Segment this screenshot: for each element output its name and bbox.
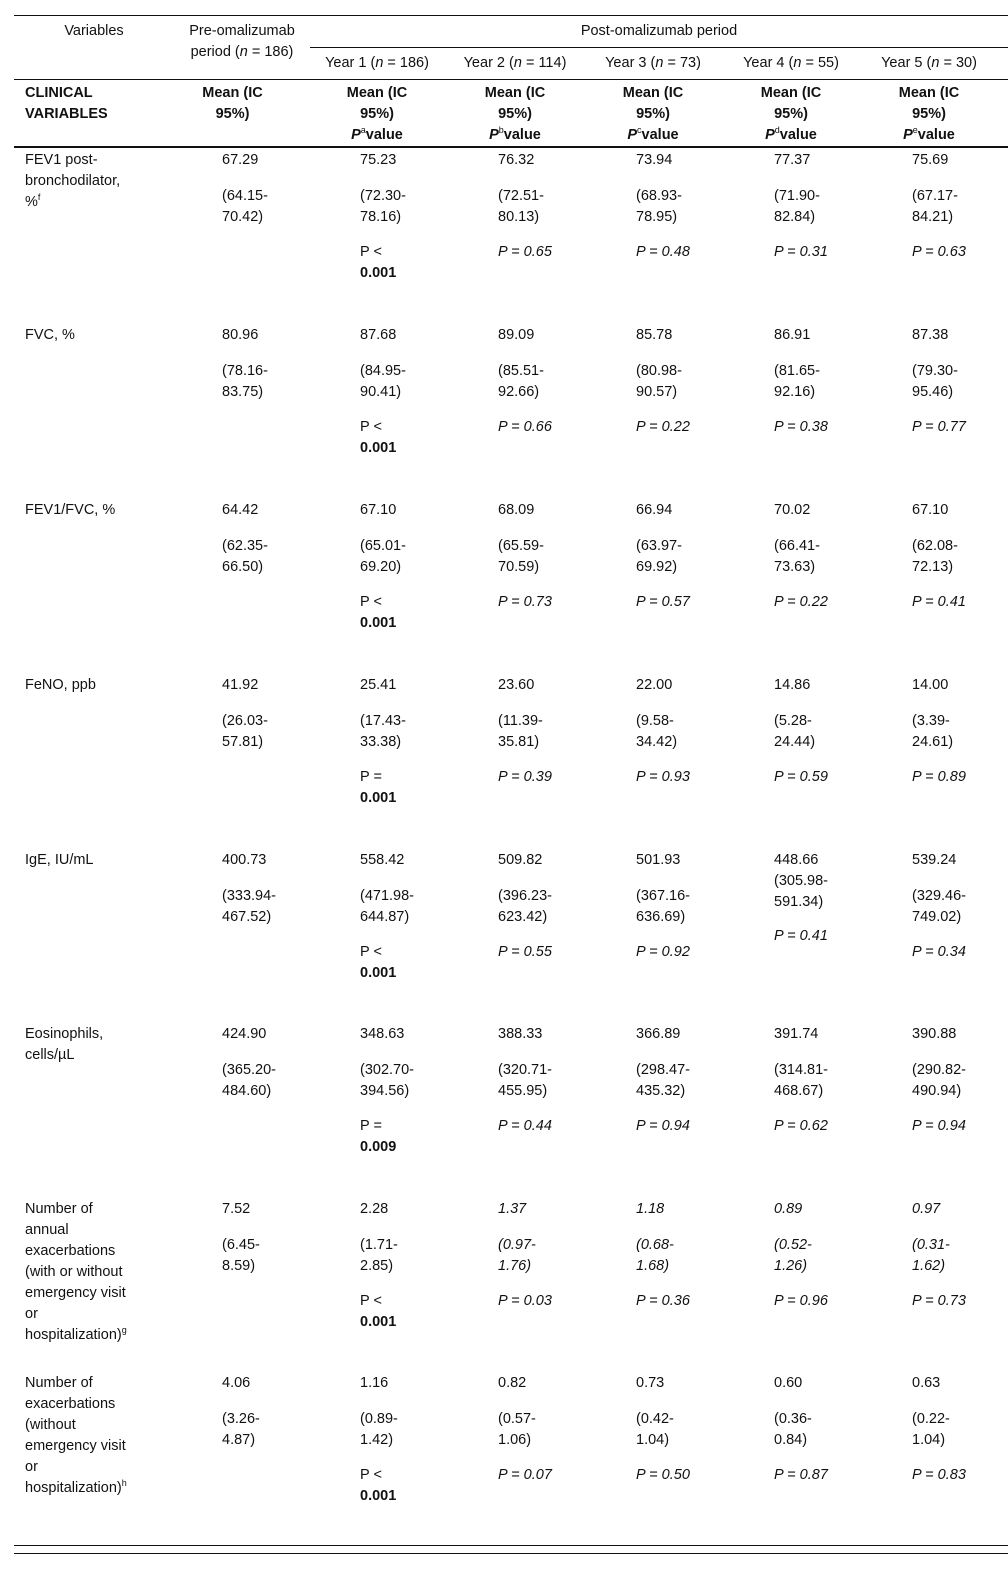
year1-p-value: P = 0.001 bbox=[360, 769, 397, 806]
pre-mean: 41.92 bbox=[222, 677, 259, 693]
year5-ci: (79.30- 95.46) bbox=[912, 363, 958, 400]
year3-ci: (63.97- 69.92) bbox=[636, 538, 682, 575]
year2-mean: 1.37 bbox=[498, 1201, 527, 1217]
post-period-underline bbox=[310, 47, 1008, 48]
clinical-variables-text: CLINICAL VARIABLES bbox=[25, 85, 108, 122]
year3-p-value: P = 0.94 bbox=[636, 1118, 690, 1134]
year2-p-value: P = 0.65 bbox=[498, 244, 552, 260]
year1-ci: (471.98- 644.87) bbox=[360, 888, 415, 925]
year1-ci: (65.01- 69.20) bbox=[360, 538, 406, 575]
year4-mean: 86.91 bbox=[774, 327, 811, 343]
row-label: FEV1 post- bronchodilator, %$^f$ bbox=[25, 152, 121, 210]
year5-mean: 390.88 bbox=[912, 1026, 957, 1042]
year2-ci: (396.23- 623.42) bbox=[498, 888, 553, 925]
year2-ci: (11.39- 35.81) bbox=[498, 713, 543, 750]
year2-ci: (85.51- 92.66) bbox=[498, 363, 544, 400]
year-header-5: Year 5 (n = 30) bbox=[881, 55, 977, 71]
year5-mean: 14.00 bbox=[912, 677, 949, 693]
year1-ci: (17.43- 33.38) bbox=[360, 713, 406, 750]
year1-p-value: P = 0.009 bbox=[360, 1118, 397, 1155]
pre-mean: 7.52 bbox=[222, 1201, 251, 1217]
pre-ci: (365.20- 484.60) bbox=[222, 1062, 277, 1099]
pre-ci: (62.35- 66.50) bbox=[222, 538, 268, 575]
year2-mean: 89.09 bbox=[498, 327, 535, 343]
pre-omalizumab-header bbox=[174, 21, 310, 63]
post-omalizumab-header bbox=[310, 21, 1008, 42]
year3-p-value: P = 0.22 bbox=[636, 419, 690, 435]
year1-p-value: P < 0.001 bbox=[360, 1467, 397, 1504]
pre-ci: (6.45- 8.59) bbox=[222, 1237, 260, 1274]
year1-ci: (84.95- 90.41) bbox=[360, 363, 406, 400]
mean-ic-pre-text: Mean (IC 95%) bbox=[202, 85, 263, 122]
year4-ci: (66.41- 73.63) bbox=[774, 538, 820, 575]
year4-mean: 0.89 bbox=[774, 1201, 803, 1217]
year5-ci: (62.08- 72.13) bbox=[912, 538, 958, 575]
year4-ci: (305.98- 591.34) bbox=[774, 873, 829, 910]
year1-mean: 2.28 bbox=[360, 1201, 389, 1217]
pre-mean: 400.73 bbox=[222, 852, 267, 868]
year5-ci: (290.82- 490.94) bbox=[912, 1062, 967, 1099]
year4-p-value: P = 0.87 bbox=[774, 1467, 828, 1483]
clinical-variables-header bbox=[25, 83, 155, 125]
year2-p-value: P = 0.07 bbox=[498, 1467, 552, 1483]
year3-ci: (298.47- 435.32) bbox=[636, 1062, 691, 1099]
pre-ci: (26.03- 57.81) bbox=[222, 713, 268, 750]
year3-p-value: P = 0.92 bbox=[636, 944, 690, 960]
top-rule bbox=[14, 15, 1008, 16]
year3-mean: 0.73 bbox=[636, 1375, 665, 1391]
year-header-2: Year 2 (n = 114) bbox=[463, 55, 567, 71]
year5-mean: 0.63 bbox=[912, 1375, 941, 1391]
year2-ci: (320.71- 455.95) bbox=[498, 1062, 553, 1099]
bottom-rule-2 bbox=[14, 1553, 1008, 1554]
pre-ci: (78.16- 83.75) bbox=[222, 363, 268, 400]
year2-mean: 0.82 bbox=[498, 1375, 527, 1391]
year4-p-value: P = 0.62 bbox=[774, 1118, 828, 1134]
variables-header bbox=[14, 21, 174, 42]
year2-mean: 23.60 bbox=[498, 677, 535, 693]
year5-ci: (0.22- 1.04) bbox=[912, 1411, 950, 1448]
year4-mean: 70.02 bbox=[774, 502, 811, 518]
year4-ci: (81.65- 92.16) bbox=[774, 363, 820, 400]
year4-p-value: P = 0.22 bbox=[774, 594, 828, 610]
year2-mean: 388.33 bbox=[498, 1026, 543, 1042]
year4-mean: 391.74 bbox=[774, 1026, 819, 1042]
mean-ic-header-year-5: Mean (IC 95%) $P^evalue$ bbox=[898, 85, 960, 143]
year3-ci: (367.16- 636.69) bbox=[636, 888, 691, 925]
year3-mean: 22.00 bbox=[636, 677, 673, 693]
year5-p-value: P = 0.41 bbox=[912, 594, 966, 610]
year2-p-value: P = 0.66 bbox=[498, 419, 552, 435]
row-label: Number of annual exacerbations (with or without emergency visit or hospitalization)$^g$ bbox=[25, 1201, 127, 1343]
year4-p-value: P = 0.31 bbox=[774, 244, 828, 260]
year1-p-value: P < 0.001 bbox=[360, 1293, 397, 1330]
year1-ci: (1.71- 2.85) bbox=[360, 1237, 398, 1274]
pre-header-line1: Pre-omalizumab bbox=[189, 23, 295, 39]
year5-p-value: P = 0.77 bbox=[912, 419, 966, 435]
year3-ci: (9.58- 34.42) bbox=[636, 713, 678, 750]
mean-ic-header-year-4: Mean (IC 95%) $P^dvalue$ bbox=[760, 85, 822, 143]
year3-p-value: P = 0.48 bbox=[636, 244, 690, 260]
row-label: FVC, % bbox=[25, 327, 75, 343]
pre-header-line2: period (n = 186) bbox=[190, 44, 294, 60]
year3-mean: 66.94 bbox=[636, 502, 673, 518]
year-row-underline bbox=[14, 79, 1008, 80]
pre-mean: 4.06 bbox=[222, 1375, 251, 1391]
year5-p-value: P = 0.63 bbox=[912, 244, 966, 260]
mean-ic-pre-header bbox=[190, 83, 275, 125]
year2-ci: (65.59- 70.59) bbox=[498, 538, 544, 575]
year-header-3: Year 3 (n = 73) bbox=[605, 55, 701, 71]
year-header-1: Year 1 (n = 186) bbox=[325, 55, 429, 71]
mean-ic-header-year-1: Mean (IC 95%) $P^avalue$ bbox=[346, 85, 408, 143]
post-header-text: Post-omalizumab period bbox=[580, 23, 738, 39]
year5-mean: 87.38 bbox=[912, 327, 949, 343]
pre-mean: 424.90 bbox=[222, 1026, 267, 1042]
year4-p-value: P = 0.38 bbox=[774, 419, 828, 435]
year2-ci: (0.57- 1.06) bbox=[498, 1411, 536, 1448]
year3-mean: 366.89 bbox=[636, 1026, 681, 1042]
year5-p-value: P = 0.73 bbox=[912, 1293, 966, 1309]
year5-mean: 0.97 bbox=[912, 1201, 941, 1217]
year3-ci: (80.98- 90.57) bbox=[636, 363, 682, 400]
year1-p-value: P < 0.001 bbox=[360, 244, 397, 281]
mean-ic-header-year-2: Mean (IC 95%) $P^bvalue$ bbox=[484, 85, 546, 143]
year5-mean: 539.24 bbox=[912, 852, 957, 868]
year3-ci: (68.93- 78.95) bbox=[636, 188, 682, 225]
year1-ci: (302.70- 394.56) bbox=[360, 1062, 415, 1099]
mean-ic-header-year-3: Mean (IC 95%) $P^cvalue$ bbox=[622, 85, 684, 143]
year2-p-value: P = 0.55 bbox=[498, 944, 552, 960]
bottom-rule-1 bbox=[14, 1545, 1008, 1546]
header-bottom-rule bbox=[14, 146, 1008, 148]
year1-ci: (0.89- 1.42) bbox=[360, 1411, 398, 1448]
year2-mean: 76.32 bbox=[498, 152, 535, 168]
year2-p-value: P = 0.44 bbox=[498, 1118, 552, 1134]
year1-mean: 67.10 bbox=[360, 502, 397, 518]
year4-p-value: P = 0.59 bbox=[774, 769, 828, 785]
year5-ci: (67.17- 84.21) bbox=[912, 188, 958, 225]
year1-mean: 75.23 bbox=[360, 152, 397, 168]
year3-mean: 501.93 bbox=[636, 852, 681, 868]
pre-ci: (3.26- 4.87) bbox=[222, 1411, 260, 1448]
year1-p-value: P < 0.001 bbox=[360, 419, 397, 456]
year5-ci: (0.31- 1.62) bbox=[912, 1237, 950, 1274]
year-header-4: Year 4 (n = 55) bbox=[743, 55, 839, 71]
year2-ci: (72.51- 80.13) bbox=[498, 188, 544, 225]
year5-ci: (3.39- 24.61) bbox=[912, 713, 954, 750]
row-label: FEV1/FVC, % bbox=[25, 502, 116, 518]
year1-mean: 87.68 bbox=[360, 327, 397, 343]
year5-mean: 75.69 bbox=[912, 152, 949, 168]
row-label: Number of exacerbations (without emergency visit or hospitalization)$^h$ bbox=[25, 1375, 127, 1496]
year3-p-value: P = 0.57 bbox=[636, 594, 690, 610]
year1-p-value: P < 0.001 bbox=[360, 944, 397, 981]
year4-ci: (5.28- 24.44) bbox=[774, 713, 816, 750]
year1-p-value: P < 0.001 bbox=[360, 594, 397, 631]
year2-mean: 68.09 bbox=[498, 502, 535, 518]
row-label: IgE, IU/mL bbox=[25, 852, 94, 868]
year4-mean: 448.66 bbox=[774, 852, 819, 868]
variables-header-text: Variables bbox=[64, 23, 124, 39]
year1-mean: 1.16 bbox=[360, 1375, 389, 1391]
year4-mean: 14.86 bbox=[774, 677, 811, 693]
year4-ci: (71.90- 82.84) bbox=[774, 188, 820, 225]
pre-ci: (333.94- 467.52) bbox=[222, 888, 277, 925]
year3-mean: 1.18 bbox=[636, 1201, 665, 1217]
year5-p-value: P = 0.89 bbox=[912, 769, 966, 785]
year3-p-value: P = 0.50 bbox=[636, 1467, 690, 1483]
year3-p-value: P = 0.36 bbox=[636, 1293, 690, 1309]
year2-p-value: P = 0.73 bbox=[498, 594, 552, 610]
year4-ci: (314.81- 468.67) bbox=[774, 1062, 829, 1099]
year3-mean: 73.94 bbox=[636, 152, 673, 168]
year3-ci: (0.68- 1.68) bbox=[636, 1237, 674, 1274]
row-label: Eosinophils, cells/µL bbox=[25, 1026, 104, 1063]
pre-mean: 80.96 bbox=[222, 327, 259, 343]
year2-mean: 509.82 bbox=[498, 852, 543, 868]
pre-mean: 64.42 bbox=[222, 502, 259, 518]
year5-p-value: P = 0.94 bbox=[912, 1118, 966, 1134]
year2-p-value: P = 0.39 bbox=[498, 769, 552, 785]
year2-p-value: P = 0.03 bbox=[498, 1293, 552, 1309]
pre-ci: (64.15- 70.42) bbox=[222, 188, 268, 225]
year4-p-value: P = 0.96 bbox=[774, 1293, 828, 1309]
year5-p-value: P = 0.34 bbox=[912, 944, 966, 960]
year1-mean: 25.41 bbox=[360, 677, 397, 693]
year5-p-value: P = 0.83 bbox=[912, 1467, 966, 1483]
year3-p-value: P = 0.93 bbox=[636, 769, 690, 785]
year5-ci: (329.46- 749.02) bbox=[912, 888, 967, 925]
row-label: FeNO, ppb bbox=[25, 677, 96, 693]
year4-p-value: P = 0.41 bbox=[774, 928, 828, 944]
year1-mean: 348.63 bbox=[360, 1026, 405, 1042]
year4-ci: (0.52- 1.26) bbox=[774, 1237, 812, 1274]
year1-mean: 558.42 bbox=[360, 852, 405, 868]
year5-mean: 67.10 bbox=[912, 502, 949, 518]
year4-ci: (0.36- 0.84) bbox=[774, 1411, 812, 1448]
pre-mean: 67.29 bbox=[222, 152, 259, 168]
year4-mean: 0.60 bbox=[774, 1375, 803, 1391]
year3-ci: (0.42- 1.04) bbox=[636, 1411, 674, 1448]
year1-ci: (72.30- 78.16) bbox=[360, 188, 406, 225]
year4-mean: 77.37 bbox=[774, 152, 811, 168]
year2-ci: (0.97- 1.76) bbox=[498, 1237, 536, 1274]
year3-mean: 85.78 bbox=[636, 327, 673, 343]
